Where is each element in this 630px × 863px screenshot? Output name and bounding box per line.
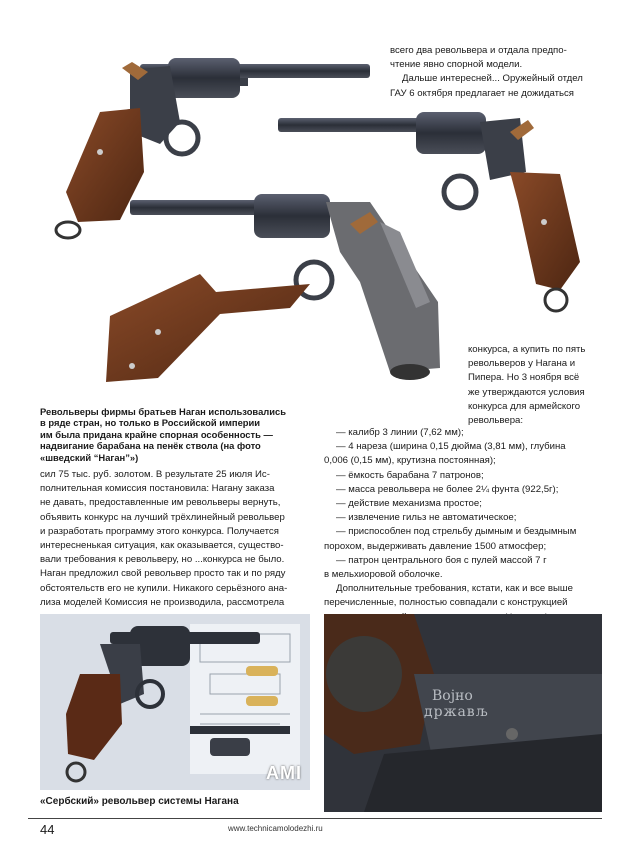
photo-watermark: AMI xyxy=(266,763,302,783)
text-line: перечисленные, полностью совпадали с конструкцией xyxy=(324,597,568,609)
text-line: конкурса, а купить по пять xyxy=(468,344,586,355)
list-item: — извлечение гильз не автоматическое; xyxy=(336,512,517,524)
text-line: конкурса для армейского xyxy=(468,400,581,412)
list-item: — приспособлен под стрельбу дымным и бездымным xyxy=(336,526,577,538)
text-line: интересненькая ситуация, как оказывается, существо- xyxy=(40,540,284,552)
revolver-3-icon xyxy=(106,194,440,382)
list-item: в мельхиоровой оболочке. xyxy=(324,569,443,581)
text-line: обстоятельств его не купили. Никакого серьёзного ана- xyxy=(40,582,288,594)
stamp-line-2: држављ xyxy=(424,704,489,720)
text-line: револьверов у Нагана и xyxy=(468,358,576,370)
caption-bottom: «Сербский» револьвер системы Нагана xyxy=(40,796,239,807)
text-line: вали требования к револьверу, но ...конкурса не было. xyxy=(40,554,285,566)
revolvers-photo xyxy=(40,52,600,392)
text-line: объявить конкурс на лучший трёхлинейный револьвер xyxy=(40,511,285,523)
mid-right-text xyxy=(468,343,602,428)
footer-divider xyxy=(28,818,602,819)
text-line: Наган предложил свой револьвер просто так и по ряду xyxy=(40,568,286,580)
stamp-line-1: Војно xyxy=(432,688,473,704)
text-line: Дальше интересней... Оружейный отдел xyxy=(402,73,583,85)
text-line: револьвера: xyxy=(468,415,524,427)
caption-line: надвигание барабана на пенёк ствола (на фото xyxy=(40,440,261,452)
text-line: ГАУ 6 октября предлагает не дожидаться xyxy=(390,87,574,99)
right-column-text xyxy=(324,426,602,625)
caption-top xyxy=(40,406,310,463)
closeup-photo xyxy=(324,614,602,812)
left-column-text xyxy=(40,468,310,610)
text-line: не давать, предоставленные им револьверы вернуть, xyxy=(40,497,281,509)
text-line: Дополнительные требования, кстати, как и все выше xyxy=(336,583,573,595)
text-line: и разработать программу этого конкурса. Получается xyxy=(40,525,279,537)
text-line: всего два револьвера и отдала предпо- xyxy=(390,45,567,56)
list-item: 0,006 (0,15 мм), крутизна постоянная); xyxy=(324,455,496,467)
caption-line: им была придана крайне спорная особенность — xyxy=(40,428,273,440)
text-line: сил 75 тыс. руб. золотом. В результате 25 июля Ис- xyxy=(40,469,270,480)
list-item: — ёмкость барабана 7 патронов; xyxy=(336,469,484,481)
list-item: — масса револьвера не более 2¼ фунта (922,5г); xyxy=(336,483,559,495)
list-item: — действие механизма простое; xyxy=(336,498,482,510)
serbian-revolver-photo xyxy=(40,614,310,790)
text-line: лиза моделей Комиссия не производила, рассмотрела xyxy=(40,596,285,608)
list-item: — калибр 3 линии (7,62 мм); xyxy=(336,427,464,438)
caption-line: «шведский “Наган”») xyxy=(40,451,139,463)
caption-line: в ряде стран, но только в Российской империи xyxy=(40,417,261,429)
caption-line: Револьверы фирмы братьев Наган использовались xyxy=(40,406,286,417)
list-item: порохом, выдерживать давление 1500 атмосфер; xyxy=(324,540,547,552)
text-line: чтение явно спорной модели. xyxy=(390,59,523,71)
text-line: Пипера. Но 3 ноября всё xyxy=(468,372,580,384)
text-line: полнительная комиссия постановила: Нагану заказа xyxy=(40,483,275,495)
list-item: — патрон центрального боя с пулей массой 7 г xyxy=(336,554,547,566)
page-number: 44 xyxy=(40,822,55,837)
text-line: же утверждаются условия xyxy=(468,386,585,398)
footer-url[interactable]: www.technicamolodezhi.ru xyxy=(228,824,323,833)
list-item: — 4 нареза (ширина 0,15 дюйма (3,81 мм), глубина xyxy=(336,441,566,453)
